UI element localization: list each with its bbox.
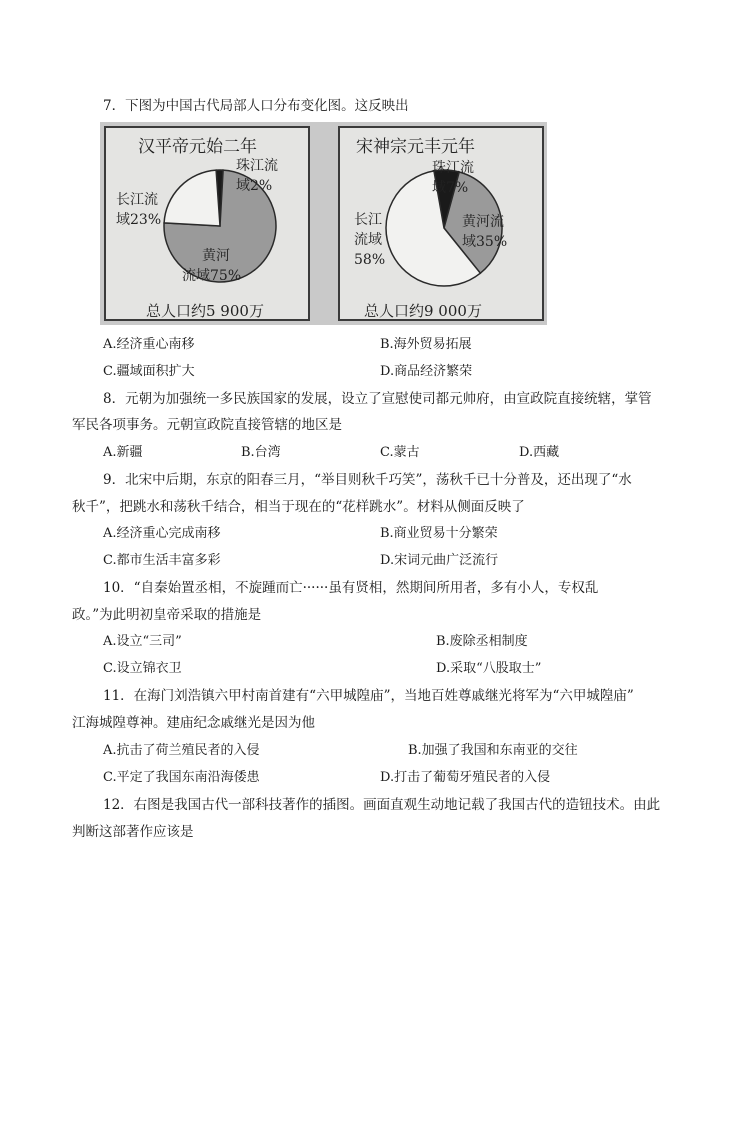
panel-han-title: 汉平帝元始二年 [138, 137, 257, 157]
q11-option-d[interactable]: D.打击了葡萄牙殖民者的入侵 [380, 770, 551, 785]
q11-option-a[interactable]: A.抗击了荷兰殖民者的入侵 [103, 743, 260, 758]
q10-stem-line1: 10．“自秦始置丞相，不旋踵而亡······虽有贤相，然期间所用者，多有小人，专权乱 [103, 580, 599, 596]
q12-stem-line1: 12．右图是我国古代一部科技著作的插图。画面直观生动地记载了我国古代的造钮技术。由此 [103, 797, 661, 813]
label-song-zhujiang-2: 域7% [432, 180, 469, 196]
q7-stem: 7．下图为中国古代局部人口分布变化图。这反映出 [103, 98, 409, 114]
q7-option-b[interactable]: B.海外贸易拓展 [380, 337, 472, 352]
q10-option-d[interactable]: D.采取“八股取士” [436, 661, 542, 676]
label-han-huanghe-2: 流域75% [182, 268, 242, 284]
panel-song-title: 宋神宗元丰元年 [356, 137, 475, 157]
q10-stem-line2: 政。”为此明初皇帝采取的措施是 [72, 607, 262, 623]
pie-slice-han-changjiang [164, 170, 220, 226]
q9-stem-line1: 9．北宋中后期，东京的阳春三月，“举目则秋千巧笑”，荡秋千已十分普及，还出现了“水 [103, 472, 632, 488]
panel-song-total: 总人口约9 000万 [364, 302, 482, 320]
q8-stem-line2: 军民各项事务。元朝宣政院直接管辖的地区是 [72, 417, 342, 433]
q11-option-c[interactable]: C.平定了我国东南沿海倭患 [103, 770, 260, 785]
q9-option-a[interactable]: A.经济重心完成南移 [103, 526, 221, 541]
q9-option-b[interactable]: B.商业贸易十分繁荣 [380, 526, 498, 541]
q9-option-d[interactable]: D.宋词元曲广泛流行 [380, 553, 499, 568]
q8-option-c[interactable]: C.蒙古 [380, 445, 420, 460]
q11-option-b[interactable]: B.加强了我国和东南亚的交往 [408, 743, 578, 758]
label-han-huanghe-1: 黄河 [202, 248, 230, 264]
label-song-huanghe-1: 黄河流 [462, 214, 504, 230]
label-song-huanghe-2: 域35% [462, 234, 508, 250]
panel-han [104, 126, 310, 321]
label-song-changjiang-3: 58% [354, 252, 386, 268]
q7-option-d[interactable]: D.商品经济繁荣 [380, 364, 473, 379]
q12-stem-line2: 判断这部著作应该是 [72, 824, 194, 840]
q8-option-a[interactable]: A.新疆 [103, 445, 143, 460]
panel-han-total: 总人口约5 900万 [146, 302, 264, 320]
q8-option-b[interactable]: B.台湾 [241, 445, 281, 460]
label-han-zhujiang-2: 域2% [236, 178, 273, 194]
q8-option-d[interactable]: D.西藏 [519, 445, 560, 460]
label-han-zhujiang-1: 珠江流 [236, 158, 278, 174]
q7-option-c[interactable]: C.疆域面积扩大 [103, 364, 195, 379]
q10-option-b[interactable]: B.废除丞相制度 [436, 634, 528, 649]
q8-stem-line1: 8．元朝为加强统一多民族国家的发展，设立了宣慰使司都元帅府，由宣政院直接统辖，掌管 [103, 391, 652, 407]
label-song-changjiang-2: 流域 [354, 232, 382, 248]
panel-song [338, 126, 544, 321]
q9-stem-line2: 秋千”，把跳水和荡秋千结合，相当于现在的“花样跳水”。材料从侧面反映了 [72, 499, 525, 515]
q11-stem-line2: 江海城隍尊神。建庙纪念戚继光是因为他 [72, 715, 315, 731]
q7-option-a[interactable]: A.经济重心南移 [103, 337, 195, 352]
q10-option-a[interactable]: A.设立“三司” [103, 634, 182, 649]
q9-option-c[interactable]: C.都市生活丰富多彩 [103, 553, 221, 568]
label-song-changjiang-1: 长江 [354, 212, 382, 228]
q10-option-c[interactable]: C.设立锦衣卫 [103, 661, 182, 676]
label-han-changjiang-1: 长江流 [116, 192, 158, 208]
label-han-changjiang-2: 域23% [116, 212, 162, 228]
label-song-zhujiang-1: 珠江流 [432, 160, 474, 176]
q11-stem-line1: 11．在海门刘浩镇六甲村南首建有“六甲城隍庙”，当地百姓尊戚继光将军为“六甲城隍庙” [103, 688, 634, 704]
population-figure [100, 122, 547, 325]
